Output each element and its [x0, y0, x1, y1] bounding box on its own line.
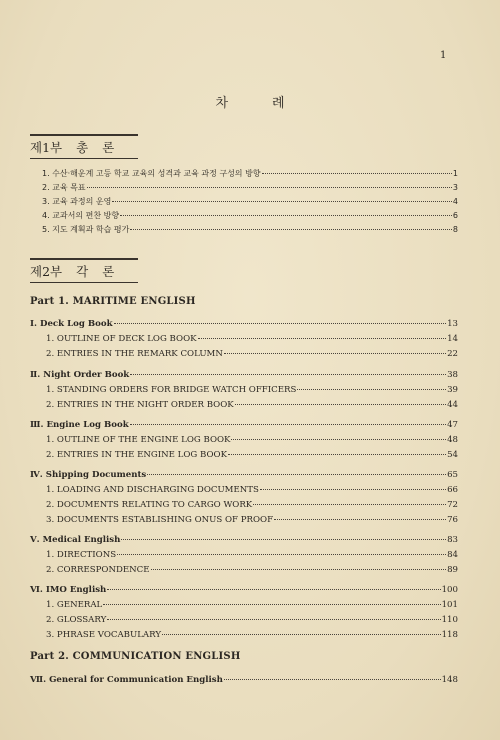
chapter-label: Ⅳ. Shipping Documents [30, 470, 147, 480]
section-1-rule-top [30, 134, 138, 136]
toc-entry-page: 44 [447, 400, 458, 410]
part-1-title: Part 1. MARITIME ENGLISH [30, 296, 196, 307]
section-1-heading [30, 138, 128, 156]
dot-leader [103, 604, 440, 605]
chapter-entry[interactable] [30, 675, 458, 685]
toc-entry-label: 3. DOCUMENTS ESTABLISHING ONUS OF PROOF [46, 515, 274, 525]
dot-leader [228, 454, 446, 455]
dot-leader [130, 229, 452, 230]
toc-entry-label: 3. PHRASE VOCABULARY [46, 630, 162, 640]
dot-leader [107, 589, 440, 590]
chapter-page: 83 [447, 535, 458, 545]
toc-entry[interactable] [46, 550, 458, 560]
toc-entry-page: 118 [441, 630, 458, 640]
toc-entry-page: 48 [447, 435, 458, 445]
part-2-title: Part 2. COMMUNICATION ENGLISH [30, 651, 241, 662]
toc-entry[interactable] [46, 630, 458, 640]
toc-entry[interactable] [42, 210, 458, 221]
chapter-label: Ⅶ. General for Communication English [30, 675, 223, 685]
chapter-page: 100 [441, 585, 458, 595]
dot-leader [107, 619, 440, 620]
toc-entry-page: 22 [447, 349, 458, 359]
chapter-entry[interactable] [30, 319, 458, 329]
toc-entry[interactable] [46, 485, 458, 495]
toc-entry-label: 1. LOADING AND DISCHARGING DOCUMENTS [46, 485, 259, 495]
dot-leader [120, 215, 452, 216]
dot-leader [274, 519, 446, 520]
toc-entry-page: 89 [447, 565, 458, 575]
page-title-char-1: 차 [215, 96, 228, 111]
toc-entry-page: 84 [447, 550, 458, 560]
section-2-rule-top [30, 258, 138, 260]
dot-leader [114, 323, 447, 324]
dot-leader [162, 634, 441, 635]
toc-entry-label: 2. ENTRIES IN THE REMARK COLUMN [46, 349, 223, 359]
toc-entry[interactable] [46, 600, 458, 610]
section-1-prefix: 제1부 [30, 140, 63, 155]
chapter-entry[interactable] [30, 470, 458, 480]
page-title [0, 92, 500, 111]
toc-entry[interactable] [46, 400, 458, 410]
toc-entry[interactable] [46, 334, 458, 344]
toc-entry-label: 5. 지도 계획과 학습 평가 [42, 225, 130, 234]
dot-leader [151, 569, 447, 570]
section-2-heading [30, 262, 128, 280]
toc-entry[interactable] [46, 349, 458, 359]
toc-entry[interactable] [42, 168, 458, 179]
toc-entry-page: 66 [447, 485, 458, 495]
dot-leader [87, 187, 452, 188]
toc-entry-page: 4 [452, 197, 458, 206]
dot-leader [198, 338, 447, 339]
toc-entry-page: 8 [452, 225, 458, 234]
toc-entry-page: 76 [447, 515, 458, 525]
chapter-entry[interactable] [30, 535, 458, 545]
dot-leader [117, 554, 446, 555]
toc-entry-label: 2. ENTRIES IN THE NIGHT ORDER BOOK [46, 400, 234, 410]
chapter-label: Ⅱ. Night Order Book [30, 370, 130, 380]
section-1-title-b: 론 [102, 140, 115, 155]
toc-entry-page: 101 [441, 600, 458, 610]
toc-entry-page: 72 [447, 500, 458, 510]
dot-leader [147, 474, 446, 475]
toc-entry-page: 14 [447, 334, 458, 344]
chapter-page: 65 [447, 470, 458, 480]
dot-leader [130, 424, 446, 425]
toc-entry[interactable] [46, 450, 458, 460]
section-1-rule-bottom [30, 158, 138, 159]
dot-leader [224, 353, 446, 354]
chapter-page: 47 [447, 420, 458, 430]
toc-entry-label: 1. 수산·해운계 고등 학교 교육의 성격과 교육 과정 구성의 방향 [42, 169, 261, 178]
dot-leader [231, 439, 446, 440]
dot-leader [224, 679, 441, 680]
toc-entry-page: 6 [452, 211, 458, 220]
dot-leader [121, 539, 446, 540]
dot-leader [130, 374, 446, 375]
chapter-label: Ⅲ. Engine Log Book [30, 420, 129, 430]
toc-entry-page: 54 [447, 450, 458, 460]
toc-entry-label: 3. 교육 과정의 운영 [42, 197, 112, 206]
dot-leader [262, 173, 452, 174]
toc-entry[interactable] [42, 196, 458, 207]
dot-leader [260, 489, 446, 490]
toc-entry[interactable] [46, 515, 458, 525]
chapter-entry[interactable] [30, 420, 458, 430]
chapter-label: Ⅴ. Medical English [30, 535, 121, 545]
toc-entry-label: 2. 교육 목표 [42, 183, 86, 192]
toc-entry[interactable] [42, 224, 458, 235]
chapter-page: 148 [441, 675, 458, 685]
dot-leader [253, 504, 446, 505]
chapter-page: 13 [447, 319, 458, 329]
chapter-entry[interactable] [30, 585, 458, 595]
chapter-label: Ⅰ. Deck Log Book [30, 319, 113, 329]
chapter-page: 38 [447, 370, 458, 380]
page-title-char-2: 례 [272, 96, 285, 111]
section-2-rule-bottom [30, 282, 138, 283]
toc-entry[interactable] [46, 385, 458, 395]
toc-entry-page: 110 [441, 615, 458, 625]
toc-entry-label: 1. OUTLINE OF DECK LOG BOOK [46, 334, 197, 344]
section-2-title-b: 론 [102, 264, 115, 279]
toc-entry-label: 1. OUTLINE OF THE ENGINE LOG BOOK [46, 435, 231, 445]
section-1-title-a: 총 [76, 140, 89, 155]
toc-entry-label: 2. GLOSSARY [46, 615, 107, 625]
toc-entry[interactable] [46, 615, 458, 625]
dot-leader [297, 389, 446, 390]
toc-entry[interactable] [42, 182, 458, 193]
toc-entry[interactable] [46, 435, 458, 445]
toc-entry-label: 1. STANDING ORDERS FOR BRIDGE WATCH OFFICERS [46, 385, 297, 395]
toc-entry-page: 39 [447, 385, 458, 395]
toc-entry[interactable] [46, 565, 458, 575]
toc-entry-label: 2. DOCUMENTS RELATING TO CARGO WORK [46, 500, 253, 510]
section-2-title-a: 각 [76, 264, 89, 279]
dot-leader [235, 404, 446, 405]
toc-entry-label: 1. DIRECTIONS [46, 550, 117, 560]
toc-entry[interactable] [46, 500, 458, 510]
section-2-prefix: 제2부 [30, 264, 63, 279]
page-number: 1 [440, 50, 447, 61]
toc-entry-label: 2. ENTRIES IN THE ENGINE LOG BOOK [46, 450, 228, 460]
toc-entry-label: 4. 교과서의 편찬 방향 [42, 211, 120, 220]
toc-entry-page: 3 [452, 183, 458, 192]
toc-entry-label: 2. CORRESPONDENCE [46, 565, 150, 575]
toc-entry-label: 1. GENERAL [46, 600, 103, 610]
chapter-label: Ⅵ. IMO English [30, 585, 107, 595]
toc-entry-page: 1 [452, 169, 458, 178]
chapter-entry[interactable] [30, 370, 458, 380]
dot-leader [112, 201, 452, 202]
